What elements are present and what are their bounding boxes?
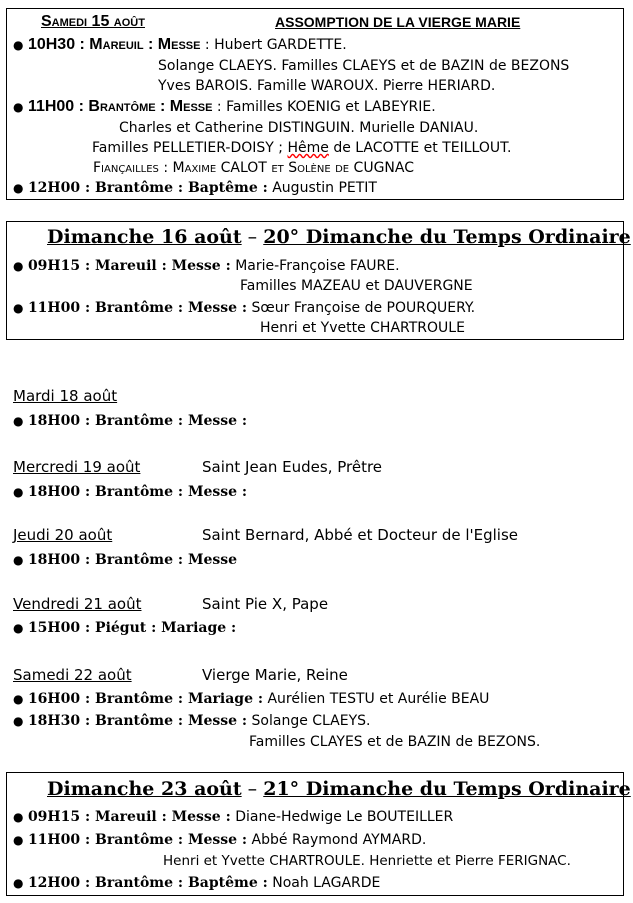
- event-intention: Abbé Raymond AYMARD.: [251, 832, 427, 848]
- date-heading: Samedi 22 août: [13, 666, 132, 684]
- event-time: 10H30 : Mareuil : Messe: [27, 36, 201, 53]
- date-heading: Dimanche 23 août: [47, 778, 242, 800]
- intention-line: Familles MAZEAU et DAUVERGNE: [240, 278, 473, 294]
- event-intention: Familles KOENIG et LABEYRIE.: [226, 99, 436, 115]
- event-time: 15H00 : Piégut : Mariage :: [27, 620, 237, 636]
- event-row: ● 16H00 : Brantôme : Mariage : Aurélien TESTU et Aurélie BEAU: [13, 691, 490, 707]
- event-time: 12H00 : Brantôme : Baptême :: [27, 180, 268, 196]
- event-row: ● 18H30 : Brantôme : Messe : Solange CLAEYS.: [13, 713, 371, 729]
- event-row: ● 09H15 : Mareuil : Messe : Diane-Hedwige Le BOUTEILLER: [13, 809, 454, 825]
- event-intention: Diane-Hedwige Le BOUTEILLER: [235, 809, 454, 825]
- intention-line: Familles PELLETIER-DOISY ; Hême de LACOTTE et TEILLOUT.: [92, 140, 512, 156]
- event-intention: Solange CLAEYS.: [251, 713, 371, 729]
- event-time: 09H15 : Mareuil : Messe :: [27, 258, 231, 274]
- date-heading: Vendredi 21 août: [13, 595, 142, 613]
- event-intention: Aurélien TESTU et Aurélie BEAU: [267, 691, 490, 707]
- intention-line: Charles et Catherine DISTINGUIN. Murielle DANIAU.: [119, 120, 479, 136]
- sunday-23-box: [6, 772, 631, 896]
- intention-line: Familles CLAYES et de BAZIN de BEZONS.: [249, 734, 541, 750]
- event-time: 18H00 : Brantôme : Messe :: [27, 413, 248, 429]
- event-row: ● 12H00 : Brantôme : Baptême : Noah LAGARDE: [13, 875, 381, 891]
- intention-line: Henri et Yvette CHARTROULE: [260, 320, 465, 336]
- date-heading: Dimanche 16 août: [47, 226, 242, 248]
- event-time: 18H00 : Brantôme : Messe :: [27, 484, 248, 500]
- event-row: ● 12H00 : Brantôme : Baptême : Augustin PETIT: [13, 180, 377, 196]
- event-time: 11H00 : Brantôme : Messe: [27, 98, 213, 115]
- event-intention: Sœur Françoise de POURQUERY.: [251, 300, 476, 316]
- date-heading: Samedi 15 août: [41, 13, 145, 30]
- event-row: ● 11H00 : Brantôme : Messe : Familles KOENIG et LABEYRIE.: [13, 98, 436, 115]
- feast-heading: ASSOMPTION DE LA VIERGE MARIE: [275, 14, 521, 30]
- event-row: ● 18H00 : Brantôme : Messe: [13, 552, 238, 568]
- event-intention: Hubert GARDETTE.: [214, 37, 347, 53]
- date-heading: Mercredi 19 août: [13, 458, 141, 476]
- event-time: 18H30 : Brantôme : Messe :: [27, 713, 248, 729]
- event-row: ● 11H00 : Brantôme : Messe : Sœur Françoise de POURQUERY.: [13, 300, 476, 316]
- event-time: 16H00 : Brantôme : Mariage :: [27, 691, 264, 707]
- spellcheck-word: Hême: [287, 140, 329, 156]
- event-time: 18H00 : Brantôme : Messe: [27, 552, 238, 568]
- liturgical-title: 21° Dimanche du Temps Ordinaire: [263, 778, 631, 800]
- sunday-heading: Dimanche 23 août – 21° Dimanche du Temps Ordinaire: [47, 778, 631, 800]
- event-intention: Marie-Françoise FAURE.: [235, 258, 400, 274]
- event-row: ● 18H00 : Brantôme : Messe :: [13, 413, 248, 429]
- event-row: ● 18H00 : Brantôme : Messe :: [13, 484, 248, 500]
- event-row: ● 10H30 : Mareuil : Messe : Hubert GARDETTE.: [13, 36, 347, 53]
- date-heading: Jeudi 20 août: [13, 526, 113, 544]
- sunday-16-box: [6, 221, 631, 340]
- event-time: 11H00 : Brantôme : Messe :: [27, 832, 248, 848]
- event-time: 11H00 : Brantôme : Messe :: [27, 300, 248, 316]
- saint-of-day: Saint Bernard, Abbé et Docteur de l'Eglise: [202, 526, 519, 544]
- event-intention: Augustin PETIT: [272, 180, 377, 196]
- intention-line: Solange CLAEYS. Familles CLAEYS et de BAZIN de BEZONS: [158, 58, 570, 74]
- event-time: 09H15 : Mareuil : Messe :: [27, 809, 231, 825]
- liturgical-title: 20° Dimanche du Temps Ordinaire: [263, 226, 631, 248]
- engagement-line: Fiançailles : Maxime CALOT et Solène de CUGNAC: [93, 160, 415, 176]
- sunday-heading: Dimanche 16 août – 20° Dimanche du Temps Ordinaire: [47, 226, 631, 248]
- event-time: 12H00 : Brantôme : Baptême :: [27, 875, 268, 891]
- date-heading: Mardi 18 août: [13, 387, 118, 405]
- event-intention: Noah LAGARDE: [272, 875, 381, 891]
- saint-of-day: Saint Jean Eudes, Prêtre: [202, 458, 383, 476]
- intention-line: Yves BAROIS. Famille WAROUX. Pierre HERIARD.: [158, 78, 496, 94]
- intention-line: Henri et Yvette CHARTROULE. Henriette et Pierre FERIGNAC.: [163, 853, 571, 869]
- saturday-15-box: [6, 8, 624, 200]
- event-row: ● 11H00 : Brantôme : Messe : Abbé Raymond AYMARD.: [13, 832, 427, 848]
- saint-of-day: Saint Pie X, Pape: [202, 595, 329, 613]
- event-row: ● 09H15 : Mareuil : Messe : Marie-Françoise FAURE.: [13, 258, 400, 274]
- event-row: ● 15H00 : Piégut : Mariage :: [13, 620, 237, 636]
- saint-of-day: Vierge Marie, Reine: [202, 666, 348, 684]
